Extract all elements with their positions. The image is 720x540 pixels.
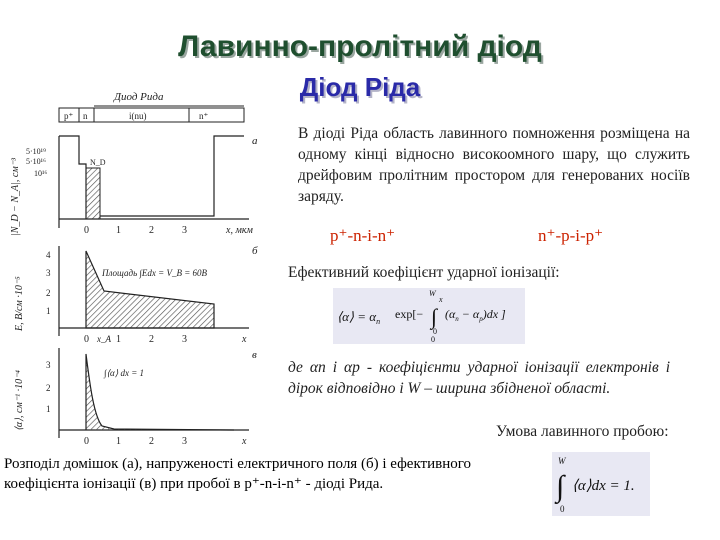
region-n: n: [83, 111, 88, 121]
effective-alpha-formula: [333, 288, 525, 344]
panel-a-ytick-0: 5·10¹⁹: [26, 147, 46, 156]
panel-c-ylabel: ⟨α⟩, см⁻¹ ·10⁻⁴: [14, 370, 25, 431]
panel-a-xlabel: x, мкм: [226, 225, 253, 236]
breakdown-integral: ∫: [556, 470, 565, 503]
formula-inner-integral: ∫: [431, 304, 438, 329]
panel-b-annotation: Площадь ∫Edx = V_B = 60В: [102, 268, 208, 278]
breakdown-upper: W: [558, 456, 566, 466]
breakdown-lower: 0: [560, 504, 565, 514]
panel-b-xtick-1: x_A: [97, 334, 111, 344]
panel-b-ytick-1: 3: [46, 268, 51, 278]
panel-a-doping: [10, 135, 258, 236]
formula-integrand: $(\alpha_n - \alpha_p)dx$ ]: [445, 307, 506, 323]
panel-c-xtick-1: 1: [116, 436, 121, 447]
formula-exp: exp[−: [395, 307, 424, 321]
panel-c-xlabel: x: [242, 436, 247, 447]
region-i: i(nu): [129, 111, 147, 121]
region-n-plus: n⁺: [199, 111, 209, 121]
panel-c-ytick-0: 3: [46, 360, 51, 370]
panel-b-ylabel: E, В/см ·10⁻⁵: [14, 276, 25, 331]
panel-b-xtick-3: 2: [149, 334, 154, 345]
figure-header-title: Диод Рида: [114, 91, 164, 103]
panel-b-xtick-2: 1: [116, 334, 121, 345]
effective-coefficient-title: Ефективний коефіцієнт ударної іонізації:: [288, 264, 560, 281]
breakdown-expr: ⟨α⟩dx = 1.: [572, 478, 635, 494]
formula-inner-upper: x: [439, 295, 443, 304]
figure-caption: Розподіл домішок (а), напруженості електричного поля (б) і ефективного коефіцієнта іонізації (в) при пробої в p⁺-n-i-n⁺ - діоді Рида.: [4, 456, 472, 492]
panel-a-xtick-3: 3: [182, 225, 187, 236]
panel-a-ylabel: |N_D − N_A|, см⁻³: [10, 157, 21, 236]
panel-c-letter: в: [252, 349, 257, 361]
panel-b-xlabel: x: [242, 334, 247, 345]
panel-b-xtick-0: 0: [84, 334, 89, 345]
panel-b-ytick-0: 4: [46, 250, 51, 260]
panel-b-ytick-2: 2: [46, 288, 51, 298]
coefficient-description: де αn і αp - коефіцієнти ударної іонізації електронів і дірок відповідно і W – ширина збідненої області.: [288, 359, 670, 397]
panel-c-ytick-1: 2: [46, 383, 51, 393]
panel-b-xtick-4: 3: [182, 334, 187, 345]
doping-field-ionization-figure: [4, 86, 284, 451]
description-paragraph: В діоді Ріда область лавинного помноження розміщена на одному кінці відносно високоомного шару, що служить дрейфовим пролітним простором для генерованих носіїв заряду.: [298, 125, 690, 205]
structure-npip: n⁺-p-i-p⁺: [538, 226, 604, 245]
slide-title: Лавинно-пролітний діод: [178, 30, 542, 63]
panel-a-xtick-2: 2: [149, 225, 154, 236]
figure-header: [59, 91, 244, 122]
formula-outer-upper: W: [429, 289, 436, 298]
formula-lhs: ⟨α⟩ = $\alpha_n$: [337, 309, 381, 326]
panel-a-ytick-1: 5·10¹⁶: [26, 157, 46, 166]
slide-subtitle: Діод Ріда: [299, 72, 421, 102]
panel-c-xtick-2: 2: [149, 436, 154, 447]
panel-c-ytick-2: 1: [46, 404, 51, 414]
panel-b-ytick-3: 1: [46, 306, 51, 316]
panel-b-letter: б: [252, 245, 258, 257]
formula-inner-lower: 0: [433, 327, 437, 336]
panel-a-ytick-2: 10¹⁶: [34, 169, 48, 178]
panel-a-xtick-1: 1: [116, 225, 121, 236]
panel-c-xtick-0: 0: [84, 436, 89, 447]
breakdown-condition-title: Умова лавинного пробою:: [496, 423, 669, 440]
structure-pnin: p⁺-n-i-n⁺: [330, 226, 396, 245]
panel-c-annotation: ∫⟨α⟩ dx = 1: [104, 368, 145, 378]
panel-c-xtick-3: 3: [182, 436, 187, 447]
panel-a-xtick-0: 0: [84, 225, 89, 236]
breakdown-formula: [552, 452, 650, 516]
formula-outer-lower: 0: [431, 335, 435, 344]
panel-c-ionization: [14, 348, 257, 447]
panel-b-field: [14, 245, 258, 345]
panel-a-letter: а: [252, 135, 258, 147]
region-p-plus: p⁺: [64, 111, 74, 121]
panel-a-nd-label: N_D: [90, 158, 106, 167]
